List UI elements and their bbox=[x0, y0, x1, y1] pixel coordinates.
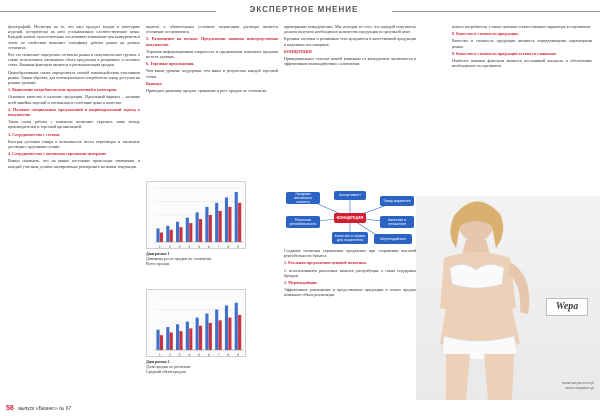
chart-1 bbox=[146, 181, 246, 249]
x-tick-label: 5 bbox=[198, 353, 200, 357]
page-header bbox=[0, 4, 600, 18]
x-tick-label: 1 bbox=[158, 245, 161, 249]
x-tick-label: 2 bbox=[168, 353, 171, 357]
subheading: 3. Сотрудничество с сетями. bbox=[8, 131, 61, 137]
bar-1-3 bbox=[176, 222, 179, 242]
subheading: Выводы: bbox=[146, 80, 163, 86]
bar-2-1 bbox=[160, 233, 163, 242]
x-tick-label: 4 bbox=[188, 353, 191, 357]
paragraph: Такая схема работы с клиентом позволяет укрепить связь между производителем и торговой организацией. bbox=[8, 119, 140, 130]
chart-2-caption-line-2: Средний объем продаж bbox=[146, 369, 186, 374]
bar-2-3 bbox=[179, 331, 182, 350]
bar-2-3 bbox=[179, 227, 182, 242]
x-tick-label: 9 bbox=[237, 245, 240, 249]
chart-1-svg bbox=[147, 182, 247, 250]
paragraph: Хорошая информационная открытость и продвижение повышает продажи на всех уровнях. bbox=[146, 48, 278, 60]
x-tick-label: 2 bbox=[168, 245, 171, 249]
diagram-node-3: Товар-маркетинг bbox=[380, 196, 414, 206]
bar-2-9 bbox=[238, 203, 241, 242]
paragraph: Ценообразование также определяется схемой взаимодействия участников рынка. Таким образом, для потенциального потребителя товар доступен на разных уровнях. bbox=[8, 69, 140, 86]
paragraph: Качество и стоимость продукции являются определяющими параметрами рынка. bbox=[452, 38, 592, 49]
diagram-node-6: Качество и сервис для покупателя bbox=[332, 232, 368, 244]
subheading: 2. Мерчендайзинг. bbox=[284, 280, 318, 286]
bar-2-2 bbox=[170, 230, 173, 242]
bar-1-8 bbox=[225, 197, 228, 242]
bar-1-2 bbox=[166, 327, 169, 350]
bar-2-9 bbox=[238, 315, 241, 350]
article-column-2 bbox=[146, 24, 278, 164]
page-footer bbox=[6, 405, 71, 412]
bar-1-3 bbox=[176, 324, 179, 350]
chart-2-title: Диаграмма 2 bbox=[146, 359, 170, 364]
bar-1-5 bbox=[196, 212, 199, 242]
subheading: 9. Качество и стоимость продукции остаются главными. bbox=[452, 50, 557, 56]
bar-1-7 bbox=[215, 310, 218, 351]
chart-2 bbox=[146, 289, 246, 357]
bar-2-6 bbox=[209, 323, 212, 350]
paragraph: Создание политики управления продажами при сохранении высокой рентабельности бизнеса. bbox=[284, 248, 416, 259]
header-rule-right bbox=[392, 11, 600, 12]
x-tick-label: 4 bbox=[188, 245, 191, 249]
paragraph: нового потребителя, а также ценовые и качественные параметры ассортимента. bbox=[452, 24, 592, 29]
diagram-node-1: Продажи желаемого клиента bbox=[286, 192, 320, 204]
diagram-node-7: Мерчендайзинг bbox=[374, 234, 412, 244]
chart-2-caption-line-1: Доля продаж по регионам bbox=[146, 364, 191, 369]
subheading: КОНЦЕПЦИЯ bbox=[284, 48, 312, 54]
paragraph: Важно понимать, что на рынке постоянно происходят изменения, и каждый участник должен своевременно реагировать на новые тенденции. bbox=[8, 158, 140, 169]
diagram-node-2: Ассортимент bbox=[334, 191, 366, 200]
paragraph: Приводим динамику продаж, сравнение и рост продаж по сегментам. bbox=[146, 88, 268, 94]
bar-2-7 bbox=[219, 211, 222, 242]
bar-2-8 bbox=[228, 318, 231, 350]
x-tick-label: 7 bbox=[217, 245, 220, 249]
article-column-1 bbox=[8, 24, 140, 396]
paragraph: фотографий). Несмотря на то, что наш продукт входит в категорию изделий, исторически на него устанавливали соответствующие цены. Каждый клиент самостоятельно отслеживает изменение цен конкурентов и затем по свойствам выясняет специфику работы рынка на разных сегментах. bbox=[8, 24, 140, 50]
bar-1-7 bbox=[215, 203, 218, 242]
paragraph: примерными конкурентами. Мы исходим из того, что каждый покупатель должен получить необходимое количество продукции по разумной цене. bbox=[284, 24, 416, 35]
bar-1-4 bbox=[186, 218, 189, 242]
paragraph: Эффективное размещение и представление продукции в точках продаж повышает объем реализации. bbox=[284, 287, 416, 298]
diagram-node-4: Реальная рентабельность bbox=[286, 216, 320, 228]
x-tick-label: 3 bbox=[178, 353, 181, 357]
bar-2-4 bbox=[189, 223, 192, 242]
brand-websites bbox=[562, 380, 594, 390]
brand-website-1: www.wepa.com.pl bbox=[561, 380, 594, 385]
bar-1-6 bbox=[205, 314, 208, 350]
article-column-3-continued bbox=[284, 248, 416, 398]
subheading: 4. Сотрудничество с оптовыми торговыми центрами. bbox=[8, 151, 107, 157]
bar-1-2 bbox=[166, 226, 169, 242]
bar-2-8 bbox=[228, 207, 231, 242]
bar-1-1 bbox=[156, 229, 159, 243]
x-tick-label: 9 bbox=[237, 353, 240, 357]
diagram-node-5: Качество и отношение bbox=[380, 216, 414, 228]
x-tick-label: 6 bbox=[207, 245, 210, 249]
bar-1-5 bbox=[196, 318, 199, 350]
bar-2-1 bbox=[160, 335, 163, 350]
paragraph: Все это позволяет определять сегменты рынка и покупательские группы, а также использовать механизмы сбыта продукции в розничных и оптовых сетях. Важным фактором является и регионализация продаж. bbox=[8, 52, 140, 68]
paragraph: Крупные оптовые и розничные сети нуждаются в качественной продукции и надежных поставщиках. bbox=[284, 36, 416, 47]
bar-1-6 bbox=[205, 207, 208, 242]
chart-2-svg bbox=[147, 290, 247, 358]
article-column-4 bbox=[452, 24, 592, 214]
subheading: 8. Качество и стоимость продукции. bbox=[452, 31, 519, 37]
bar-1-8 bbox=[225, 305, 228, 350]
bar-1-1 bbox=[156, 330, 159, 350]
subheading: 2. Наличие специальных предложений и индивидуальный подход к покупателю. bbox=[8, 106, 140, 118]
header-rule-left bbox=[0, 11, 216, 12]
x-tick-label: 8 bbox=[227, 353, 230, 357]
charts-area bbox=[146, 165, 278, 397]
subheading: 6. Торговые предложения. bbox=[146, 61, 195, 67]
page-number: 58 bbox=[6, 405, 14, 412]
bar-1-4 bbox=[186, 322, 189, 350]
bar-1-9 bbox=[235, 192, 238, 242]
brand-website-2: www.wepatex.pl bbox=[565, 385, 594, 390]
concept-diagram bbox=[284, 190, 416, 246]
paragraph: С использованием различных каналов дистрибуции, а также поддержка брендов. bbox=[284, 267, 416, 278]
x-tick-label: 5 bbox=[198, 245, 200, 249]
subheading: 1. Выявление потребительских предпочтений в категории. bbox=[8, 87, 117, 93]
paragraph: Наиболее важным фактором является постоянный контроль и обеспечение необходимого ассортимента. bbox=[452, 58, 592, 69]
bar-1-9 bbox=[235, 303, 238, 350]
x-tick-label: 7 bbox=[217, 353, 220, 357]
chart-1-caption bbox=[146, 251, 278, 266]
chart-1-caption-line-1: Динамика роста продаж по сегментам bbox=[146, 256, 212, 261]
x-tick-label: 1 bbox=[158, 353, 161, 357]
section-title: ЭКСПЕРТНОЕ МНЕНИЕ bbox=[249, 5, 359, 14]
wepa-logo: Wepa bbox=[546, 298, 588, 316]
chart-2-caption bbox=[146, 359, 278, 374]
bar-2-5 bbox=[199, 326, 202, 350]
x-tick-label: 3 bbox=[178, 245, 181, 249]
paragraph: Быстрая доставка товара и возможность вести переговоры и заключать договоры с крупными сетями. bbox=[8, 138, 140, 150]
product-photo bbox=[416, 196, 600, 400]
x-tick-label: 6 bbox=[207, 353, 210, 357]
chart-1-title: Диаграмма 1 bbox=[146, 251, 170, 256]
bar-2-6 bbox=[209, 215, 212, 242]
bar-2-5 bbox=[199, 219, 202, 242]
article-column-3 bbox=[284, 24, 416, 184]
bar-2-4 bbox=[189, 328, 192, 350]
bar-2-2 bbox=[170, 332, 173, 350]
paragraph: Основное качество и наличие продукции. Идеальный вариант – наличие всей линейки изделий и оптимальное сочетание цены и качества. bbox=[8, 94, 140, 105]
paragraph: Принципиальное отличие нашей компании от конкурентов заключается в эффективном взаимодействии с клиентами. bbox=[284, 56, 416, 67]
diagram-center-node: КОНЦЕПЦИЯ bbox=[334, 213, 366, 223]
paragraph: шкатов, а обязательным условием подписания договора является уточнение ассортимента. bbox=[146, 24, 278, 35]
chart-1-caption-line-2: Всего продаж bbox=[146, 261, 170, 266]
magazine-issue: выпуск «Бизнес» № 67 bbox=[18, 406, 72, 412]
paragraph: Чем выше уровень поддержки, тем выше и результаты каждой торговой точки. bbox=[146, 68, 278, 79]
subheading: 1. Реальная предложение ценовой политики. bbox=[284, 260, 367, 266]
subheading: 5. Размещение на полках: Предложение новинок непосредственно покупателю. bbox=[146, 36, 278, 47]
x-tick-label: 8 bbox=[227, 245, 230, 249]
bar-2-7 bbox=[219, 320, 222, 350]
